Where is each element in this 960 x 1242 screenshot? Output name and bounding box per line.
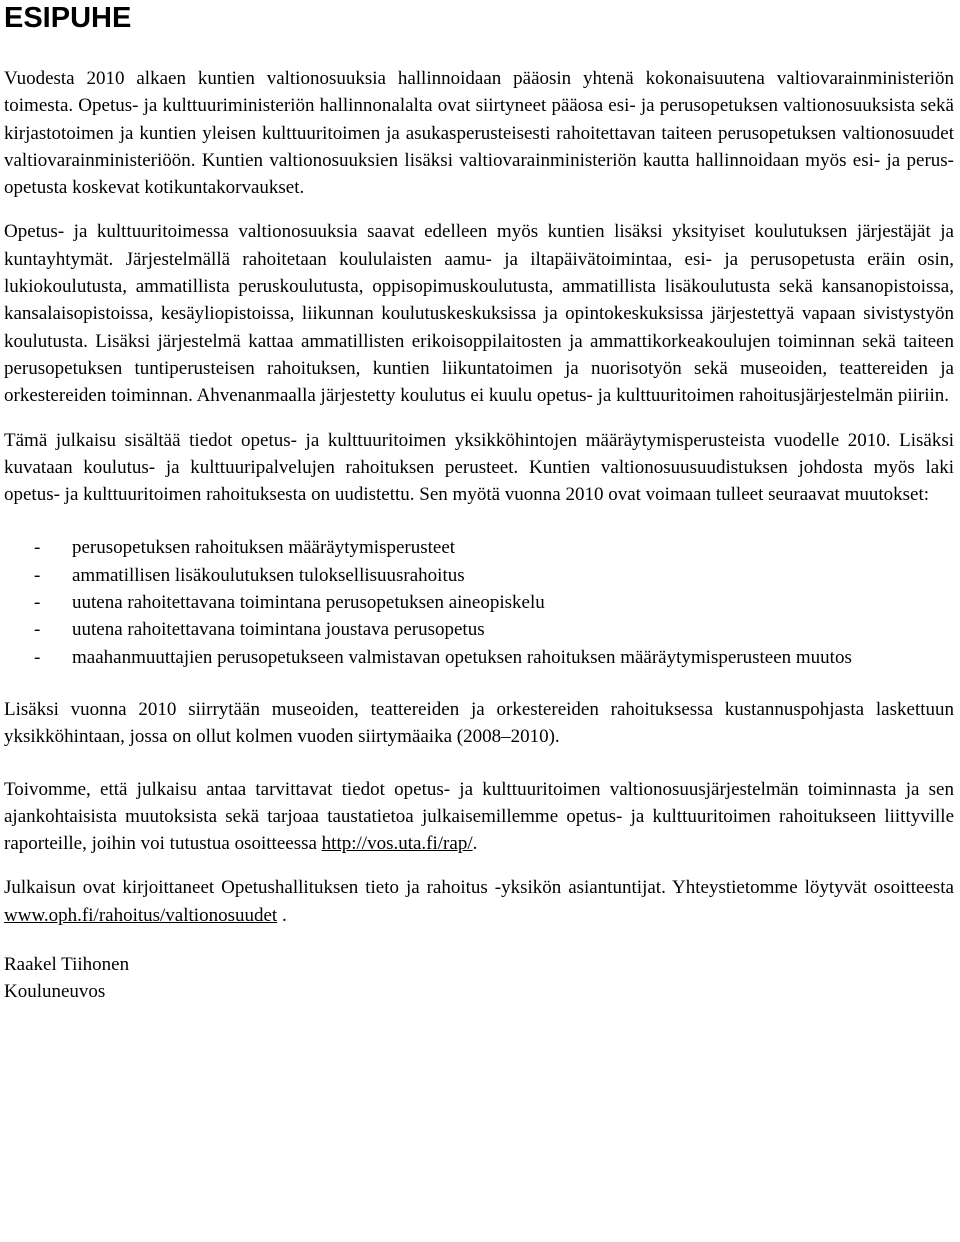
paragraph-authors-text: Julkaisun ovat kirjoittaneet Opetushallituksen tieto ja rahoitus -yksikön asiantuntijat. Yhteystietomme löytyvät osoitteesta xyxy=(4,877,954,899)
list-item xyxy=(4,644,954,671)
list-item-text: uutena rahoitettavana toimintana perusopetuksen aineopiskelu xyxy=(72,592,545,614)
paragraph-reports xyxy=(4,776,954,858)
list-dash: - xyxy=(34,537,41,559)
list-item xyxy=(4,589,954,616)
list-item xyxy=(4,534,954,561)
contact-link[interactable]: www.oph.fi/rahoitus/valtionosuudet xyxy=(4,904,278,926)
list-dash: - xyxy=(34,592,41,614)
signature-title: Kouluneuvos xyxy=(4,981,106,1003)
list-dash: - xyxy=(34,646,41,668)
signature-name: Raakel Tiihonen xyxy=(4,954,130,976)
paragraph-funding: Opetus- ja kulttuuritoimessa valtionosuuksia saavat edelleen myös kuntien lisäksi yksityiset koulutuksen järjestäjät ja kuntayhtymät. Järjestelmällä rahoitetaan koululaisten aamu- ja iltapäivätoimintaa, esi- ja perusopetusta eräin osin, lukiokoulutusta, ammatillista peruskoulutusta, oppisopimuskoulutusta, ammatillista lisäkoulutusta sekä kansanopistoissa, kansalaisopistoissa, kesäyliopistoissa, liikunnan koulutuskeskuksissa ja opintokeskuksissa järjestettyä vapaan sivistystyön koulutusta. Lisäksi järjestelmä kattaa ammatillisten erikoisoppilaitosten ja ammattikorkeakoulujen toiminnan sekä taiteen perusopetuksen tuntiperusteisen rahoituksen, kuntien liikuntatoimen ja nuorisotyön sekä museoiden, teattereiden ja orkestereiden toiminnan. Ahvenanmaalla järjestetty koulutus ei kuulu opetus- ja kulttuuritoimen rahoitusjärjestelmän piiriin. xyxy=(4,221,954,407)
list-item-text: perusopetuksen rahoituksen määräytymisperusteet xyxy=(72,537,456,559)
list-dash: - xyxy=(34,564,41,586)
list-item-text: maahanmuuttajien perusopetukseen valmistavan opetuksen rahoituksen määräytymisperusteen muutos xyxy=(72,646,852,668)
paragraph-intro: Vuodesta 2010 alkaen kuntien valtionosuuksia hallinnoidaan pääosin yhtenä kokonaisuutena valtiovarainministeriön toimesta. Opetus- ja kulttuuriministeriön hallinnonalalta ovat siirtyneet pääosa esi- ja perusopetuksen valtionosuuksista sekä kirjastotoimen ja kuntien yleisen kulttuuritoimen ja asukasperusteisesti rahoitettavan taiteen perusopetuksen valtionosuudet valtiovarainministeriöön. Kuntien valtionosuuksien lisäksi valtiovarainministeriön kautta hallinnoidaan myös esi- ja perusopetusta koskevat kotikuntakorvaukset. xyxy=(4,68,954,199)
paragraph-reports-text: Toivomme, että julkaisu antaa tarvittavat tiedot opetus- ja kulttuuritoimen valtionosuusjärjestelmän toiminnasta ja sen ajankohtaisista muutoksista sekä tarjoaa taustatietoa julkaisemillemme opetus- ja kulttuuritoimen rahoitukseen liittyville raporteille, joihin voi tutustua osoitteessa xyxy=(4,778,954,855)
paragraph-reports-end: . xyxy=(472,833,478,855)
reports-link[interactable]: http://vos.uta.fi/rap/ xyxy=(321,833,473,855)
list-item-text: ammatillisen lisäkoulutuksen tuloksellisuusrahoitus xyxy=(72,564,465,586)
paragraph-museums: Lisäksi vuonna 2010 siirrytään museoiden, teattereiden ja orkestereiden rahoituksessa kustannuspohjasta laskettuun yksikköhintaan, jossa on ollut kolmen vuoden siirtymäaika (2008–2010). xyxy=(4,698,954,748)
paragraph-authors xyxy=(4,874,954,929)
list-item xyxy=(4,616,954,643)
page-title: ESIPUHE xyxy=(4,2,132,34)
list-item-text: uutena rahoitettavana toimintana joustava perusopetus xyxy=(72,619,485,641)
paragraph-publication: Tämä julkaisu sisältää tiedot opetus- ja kulttuuritoimen yksikköhintojen määräytymisperusteista vuodelle 2010. Lisäksi kuvataan koulutus- ja kulttuuripalvelujen rahoituksen perusteet. Kuntien valtionosuusuudistuksen johdosta myös laki opetus- ja kulttuuritoimen rahoituksesta on uudistettu. Sen myötä vuonna 2010 ovat voimaan tulleet seuraavat muutokset: xyxy=(4,429,954,506)
list-dash: - xyxy=(34,619,41,641)
document-page xyxy=(4,0,954,1006)
list-item xyxy=(4,562,954,589)
changes-list xyxy=(4,534,954,670)
signature xyxy=(4,951,954,1006)
paragraph-authors-end: . xyxy=(277,904,287,926)
